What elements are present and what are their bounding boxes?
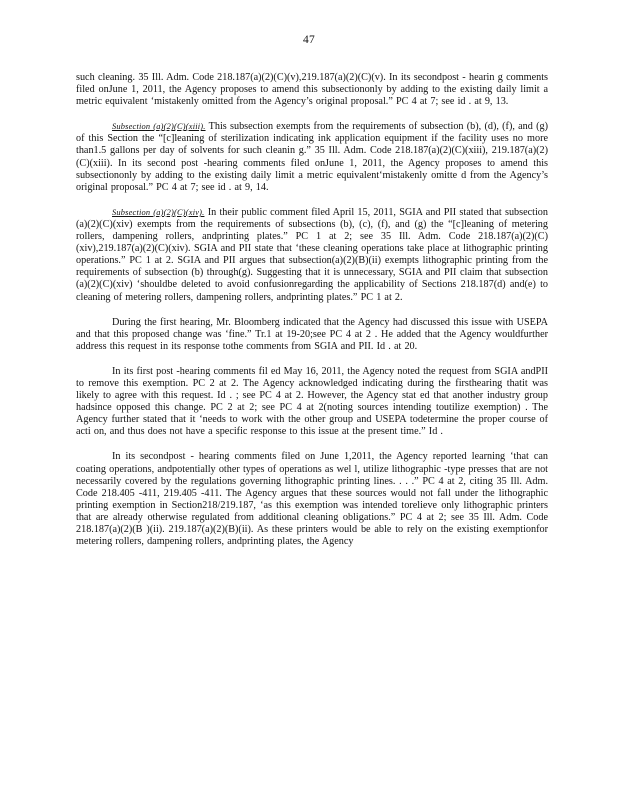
paragraph-subsection-xiv xyxy=(76,207,548,304)
subsection-heading: Subsection (a)(2)(C)(xiv). xyxy=(112,207,205,217)
paragraph-text: During the first hearing, Mr. Bloomberg indicated that the Agency had discussed this issue with USEPA and that this proposed change was ‘fine.” Tr.1 at 19-20;see PC 4 at 2 . He added that the Agency wouldfurther address this request in its response tothe comments from SGIA and PII. Id . at 20. xyxy=(76,316,548,352)
subsection-heading: Subsection (a)(2)(C)(xiii). xyxy=(112,122,206,132)
paragraph-text: In their public comment filed April 15, 2011, SGIA and PII stated that subsection (a)(2)(C)(xiv) exempts from the requirements of subsections (b), (c), (f), and (g) the “[c]leaning of metering rollers, dampening rollers, andprinting plates.” PC 1 at 2; see 35 Ill. Adm. Code 218.187(a)(2)(C)(xiv),219.187(a)(2)(C)(xiv). SGIA and PII state that ‘these cleaning operations take place at lithographic printing operations.” PC 1 at 2. SGIA and PII argues that subsection(a)(2)(B)(ii) exempts lithographic printing from the requirements of subsection (b) through(g). Suggesting that it is unnecessary, SGIA and PII claim that subsection (a)(2)(C)(xiv) ‘shouldbe deleted to avoid confusionregarding the applicability of Sections 218.187(d) and(e) to cleaning of metering rollers, dampening rollers, andprinting plates.” PC 1 at 2. xyxy=(76,206,548,303)
document-body xyxy=(76,72,548,548)
paragraph-text: This subsection exempts from the requirements of subsection (b), (d), (f), and (g) of this Section the “[c]leaning of sterilization indicating ink application equipment if the facility uses no more than1.5 gallons per day of solvents for such cleanin g.” 35 Ill. Adm. Code 218.187(a)(2)(C)(xiii), 219.187(a)(2)(C)(xiii). In its second post -hearing comments filed onJune 1, 2011, the Agency proposes to amend this subsectiononly by adding to the existing daily limit a metric equivalent‘mistakenly omitte d from the Agency’s original proposal.” PC 4 at 7; see id . at 9, 14. xyxy=(76,121,548,193)
paragraph-subsection-xiii xyxy=(76,121,548,194)
paragraph-text: such cleaning. 35 Ill. Adm. Code 218.187(a)(2)(C)(v),219.187(a)(2)(C)(v). In its secondpost - hearin g comments filed onJune 1, 2011, the Agency proposes to amend this subsectiononly by adding to the existing daily limit a metric equivalent ‘mistakenly omitted from the Agency’s original proposal.” PC 4 at 7; see id . at 9, 13. xyxy=(76,72,548,108)
paragraph-text: In its secondpost - hearing comments filed on June 1,2011, the Agency reported learning ‘that can coating operations, andpotentially other types of operations as wel l, utilize lithographic -type presses that are not necessarily covered by the regulations governing lithographic printing lines. . . .” PC 4 at 2, citing 35 Ill. Adm. Code 218.405 -411, 219.405 -411. The Agency argues that these sources would not fall under the lithographic printing exemption in Section218/219.187, ‘as this exemption was intended torelieve only lithographic printers that are already otherwise regulated from additional cleaning obligations.” PC 4 at 2; see 35 Ill. Adm. Code 218.187(a)(2)(B )(ii). 219.187(a)(2)(B)(ii). As these printers would be able to rely on the existing exemptionfor metering rollers, dampening rollers, andprinting plates, the Agency xyxy=(76,451,548,548)
paragraph-first-post-hearing xyxy=(76,366,548,439)
paragraph-second-post-hearing xyxy=(76,451,548,548)
paragraph-continuation xyxy=(76,72,548,108)
paragraph-text: In its first post -hearing comments fil ed May 16, 2011, the Agency noted the request from SGIA andPII to remove this exemption. PC 2 at 2. The Agency acknowledged indicating during the firsthearing thatit was likely to agree with this request. Id . ; see PC 4 at 2. However, the Agency stat ed that another industry group hadsince opposed this change. PC 2 at 2; see PC 4 at 2(noting sources intending toutilize exemption) . The Agency further stated that it ‘needs to work with the other group and USEPA todetermine the proper course of acti on, and thus does not have a specific response to this issue at the present time.” Id . xyxy=(76,365,548,438)
page-number: 47 xyxy=(303,34,315,46)
paragraph-first-hearing xyxy=(76,317,548,353)
